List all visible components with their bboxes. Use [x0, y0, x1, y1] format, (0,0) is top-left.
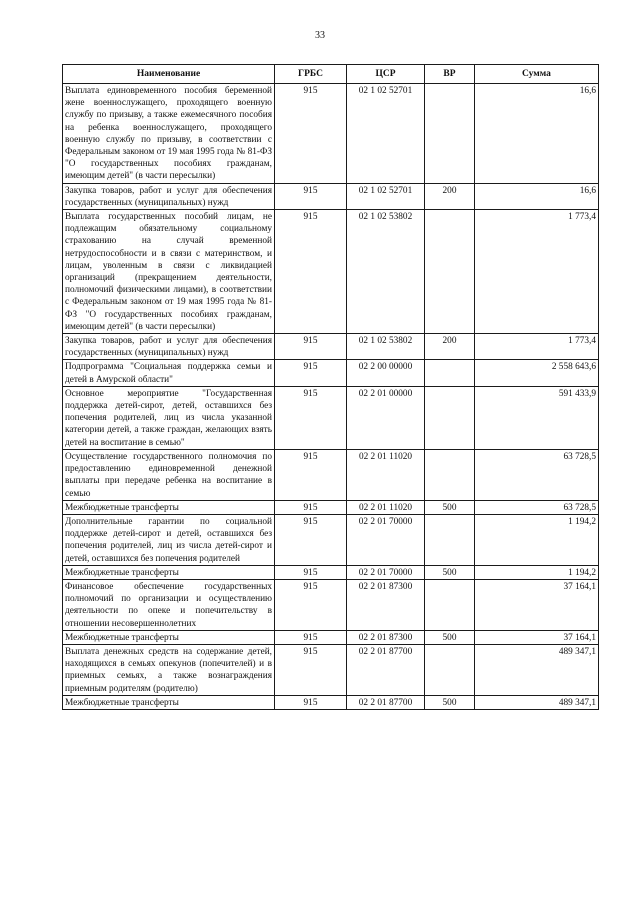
table-row	[63, 644, 599, 695]
row-sum: 63 728,5	[475, 500, 599, 514]
row-vr: 500	[425, 500, 475, 514]
row-grbs: 915	[275, 514, 347, 565]
row-sum: 16,6	[475, 183, 599, 209]
row-grbs: 915	[275, 644, 347, 695]
row-grbs: 915	[275, 84, 347, 184]
row-sum: 37 164,1	[475, 579, 599, 630]
row-vr	[425, 360, 475, 386]
row-grbs: 915	[275, 183, 347, 209]
table-header-row	[63, 65, 599, 84]
row-vr	[425, 449, 475, 500]
column-header-csr: ЦСР	[347, 65, 425, 84]
column-header-sum: Сумма	[475, 65, 599, 84]
row-name: Межбюджетные трансферты	[63, 695, 275, 709]
row-sum: 16,6	[475, 84, 599, 184]
row-name: Подпрограмма "Социальная поддержка семьи и детей в Амурской области"	[63, 360, 275, 386]
table-row	[63, 449, 599, 500]
row-vr	[425, 514, 475, 565]
table-row	[63, 334, 599, 360]
row-vr: 200	[425, 183, 475, 209]
row-sum: 1 194,2	[475, 565, 599, 579]
row-sum: 591 433,9	[475, 386, 599, 449]
row-csr: 02 1 02 52701	[347, 183, 425, 209]
table-row	[63, 565, 599, 579]
table-row	[63, 695, 599, 709]
row-name: Закупка товаров, работ и услуг для обеспечения государственных (муниципальных) нужд	[63, 183, 275, 209]
table-row	[63, 360, 599, 386]
column-header-vr: ВР	[425, 65, 475, 84]
row-csr: 02 1 02 53802	[347, 334, 425, 360]
row-csr: 02 2 01 87300	[347, 579, 425, 630]
row-csr: 02 1 02 53802	[347, 210, 425, 334]
row-vr	[425, 386, 475, 449]
row-vr	[425, 210, 475, 334]
row-sum: 489 347,1	[475, 644, 599, 695]
row-grbs: 915	[275, 210, 347, 334]
table-row	[63, 500, 599, 514]
row-sum: 1 194,2	[475, 514, 599, 565]
row-grbs: 915	[275, 386, 347, 449]
row-name: Основное мероприятие "Государственная поддержка детей-сирот, детей, оставшихся без попечения родителей, лиц из числа указанной категории детей, а также граждан, желающих взять детей на воспитание в семью"	[63, 386, 275, 449]
row-name: Межбюджетные трансферты	[63, 565, 275, 579]
row-vr: 500	[425, 630, 475, 644]
row-sum: 489 347,1	[475, 695, 599, 709]
row-csr: 02 2 01 70000	[347, 565, 425, 579]
row-name: Выплата единовременного пособия беременной жене военнослужащего, проходящего военную службу по призыву, а также ежемесячного пособия на ребенка военнослужащего, проходящего военную службу по призыву, в соответствии с Федеральным законом от 19 мая 1995 года № 81-ФЗ "О государственных пособиях гражданам, имеющим детей" (в части пересылки)	[63, 84, 275, 184]
budget-table	[62, 64, 599, 710]
row-sum: 1 773,4	[475, 334, 599, 360]
table-row	[63, 630, 599, 644]
row-name: Межбюджетные трансферты	[63, 500, 275, 514]
row-name: Закупка товаров, работ и услуг для обеспечения государственных (муниципальных) нужд	[63, 334, 275, 360]
row-sum: 63 728,5	[475, 449, 599, 500]
row-grbs: 915	[275, 334, 347, 360]
row-name: Осуществление государственного полномочия по предоставлению единовременной денежной выплаты при передаче ребенка на воспитание в семью	[63, 449, 275, 500]
column-header-name: Наименование	[63, 65, 275, 84]
table-row	[63, 579, 599, 630]
row-sum: 1 773,4	[475, 210, 599, 334]
table-row	[63, 210, 599, 334]
row-name: Финансовое обеспечение государственных полномочий по организации и осуществлению деятельности по опеке и попечительству в отношении несовершеннолетних	[63, 579, 275, 630]
row-csr: 02 2 00 00000	[347, 360, 425, 386]
row-csr: 02 2 01 87700	[347, 695, 425, 709]
row-vr	[425, 579, 475, 630]
row-vr: 500	[425, 695, 475, 709]
row-csr: 02 2 01 00000	[347, 386, 425, 449]
row-grbs: 915	[275, 579, 347, 630]
table-row	[63, 183, 599, 209]
row-sum: 2 558 643,6	[475, 360, 599, 386]
row-vr	[425, 84, 475, 184]
row-grbs: 915	[275, 449, 347, 500]
row-csr: 02 2 01 87700	[347, 644, 425, 695]
row-csr: 02 1 02 52701	[347, 84, 425, 184]
row-csr: 02 2 01 70000	[347, 514, 425, 565]
row-sum: 37 164,1	[475, 630, 599, 644]
row-csr: 02 2 01 87300	[347, 630, 425, 644]
table-row	[63, 84, 599, 184]
row-grbs: 915	[275, 565, 347, 579]
row-vr: 200	[425, 334, 475, 360]
row-name: Дополнительные гарантии по социальной поддержке детей-сирот и детей, оставшихся без попечения родителей, лиц из числа детей-сирот и детей, оставшихся без попечения родителей	[63, 514, 275, 565]
row-csr: 02 2 01 11020	[347, 500, 425, 514]
column-header-grbs: ГРБС	[275, 65, 347, 84]
row-grbs: 915	[275, 630, 347, 644]
row-vr	[425, 644, 475, 695]
row-name: Межбюджетные трансферты	[63, 630, 275, 644]
table-row	[63, 386, 599, 449]
row-name: Выплата денежных средств на содержание детей, находящихся в семьях опекунов (попечителей) и в приемных семьях, а также вознаграждения приемным родителям (родителю)	[63, 644, 275, 695]
row-grbs: 915	[275, 695, 347, 709]
row-name: Выплата государственных пособий лицам, не подлежащим обязательному социальному страхованию на случай временной нетрудоспособности и в связи с материнством, и лицам, уволенным в связи с ликвидацией организаций (прекращением деятельности, полномочий физическими лицами), в соответствии с Федеральным законом от 19 мая 1995 года № 81-ФЗ "О государственных пособиях гражданам, имеющим детей" (в части пересылки)	[63, 210, 275, 334]
row-csr: 02 2 01 11020	[347, 449, 425, 500]
page-number: 33	[315, 30, 325, 41]
row-grbs: 915	[275, 500, 347, 514]
row-grbs: 915	[275, 360, 347, 386]
table-row	[63, 514, 599, 565]
row-vr: 500	[425, 565, 475, 579]
